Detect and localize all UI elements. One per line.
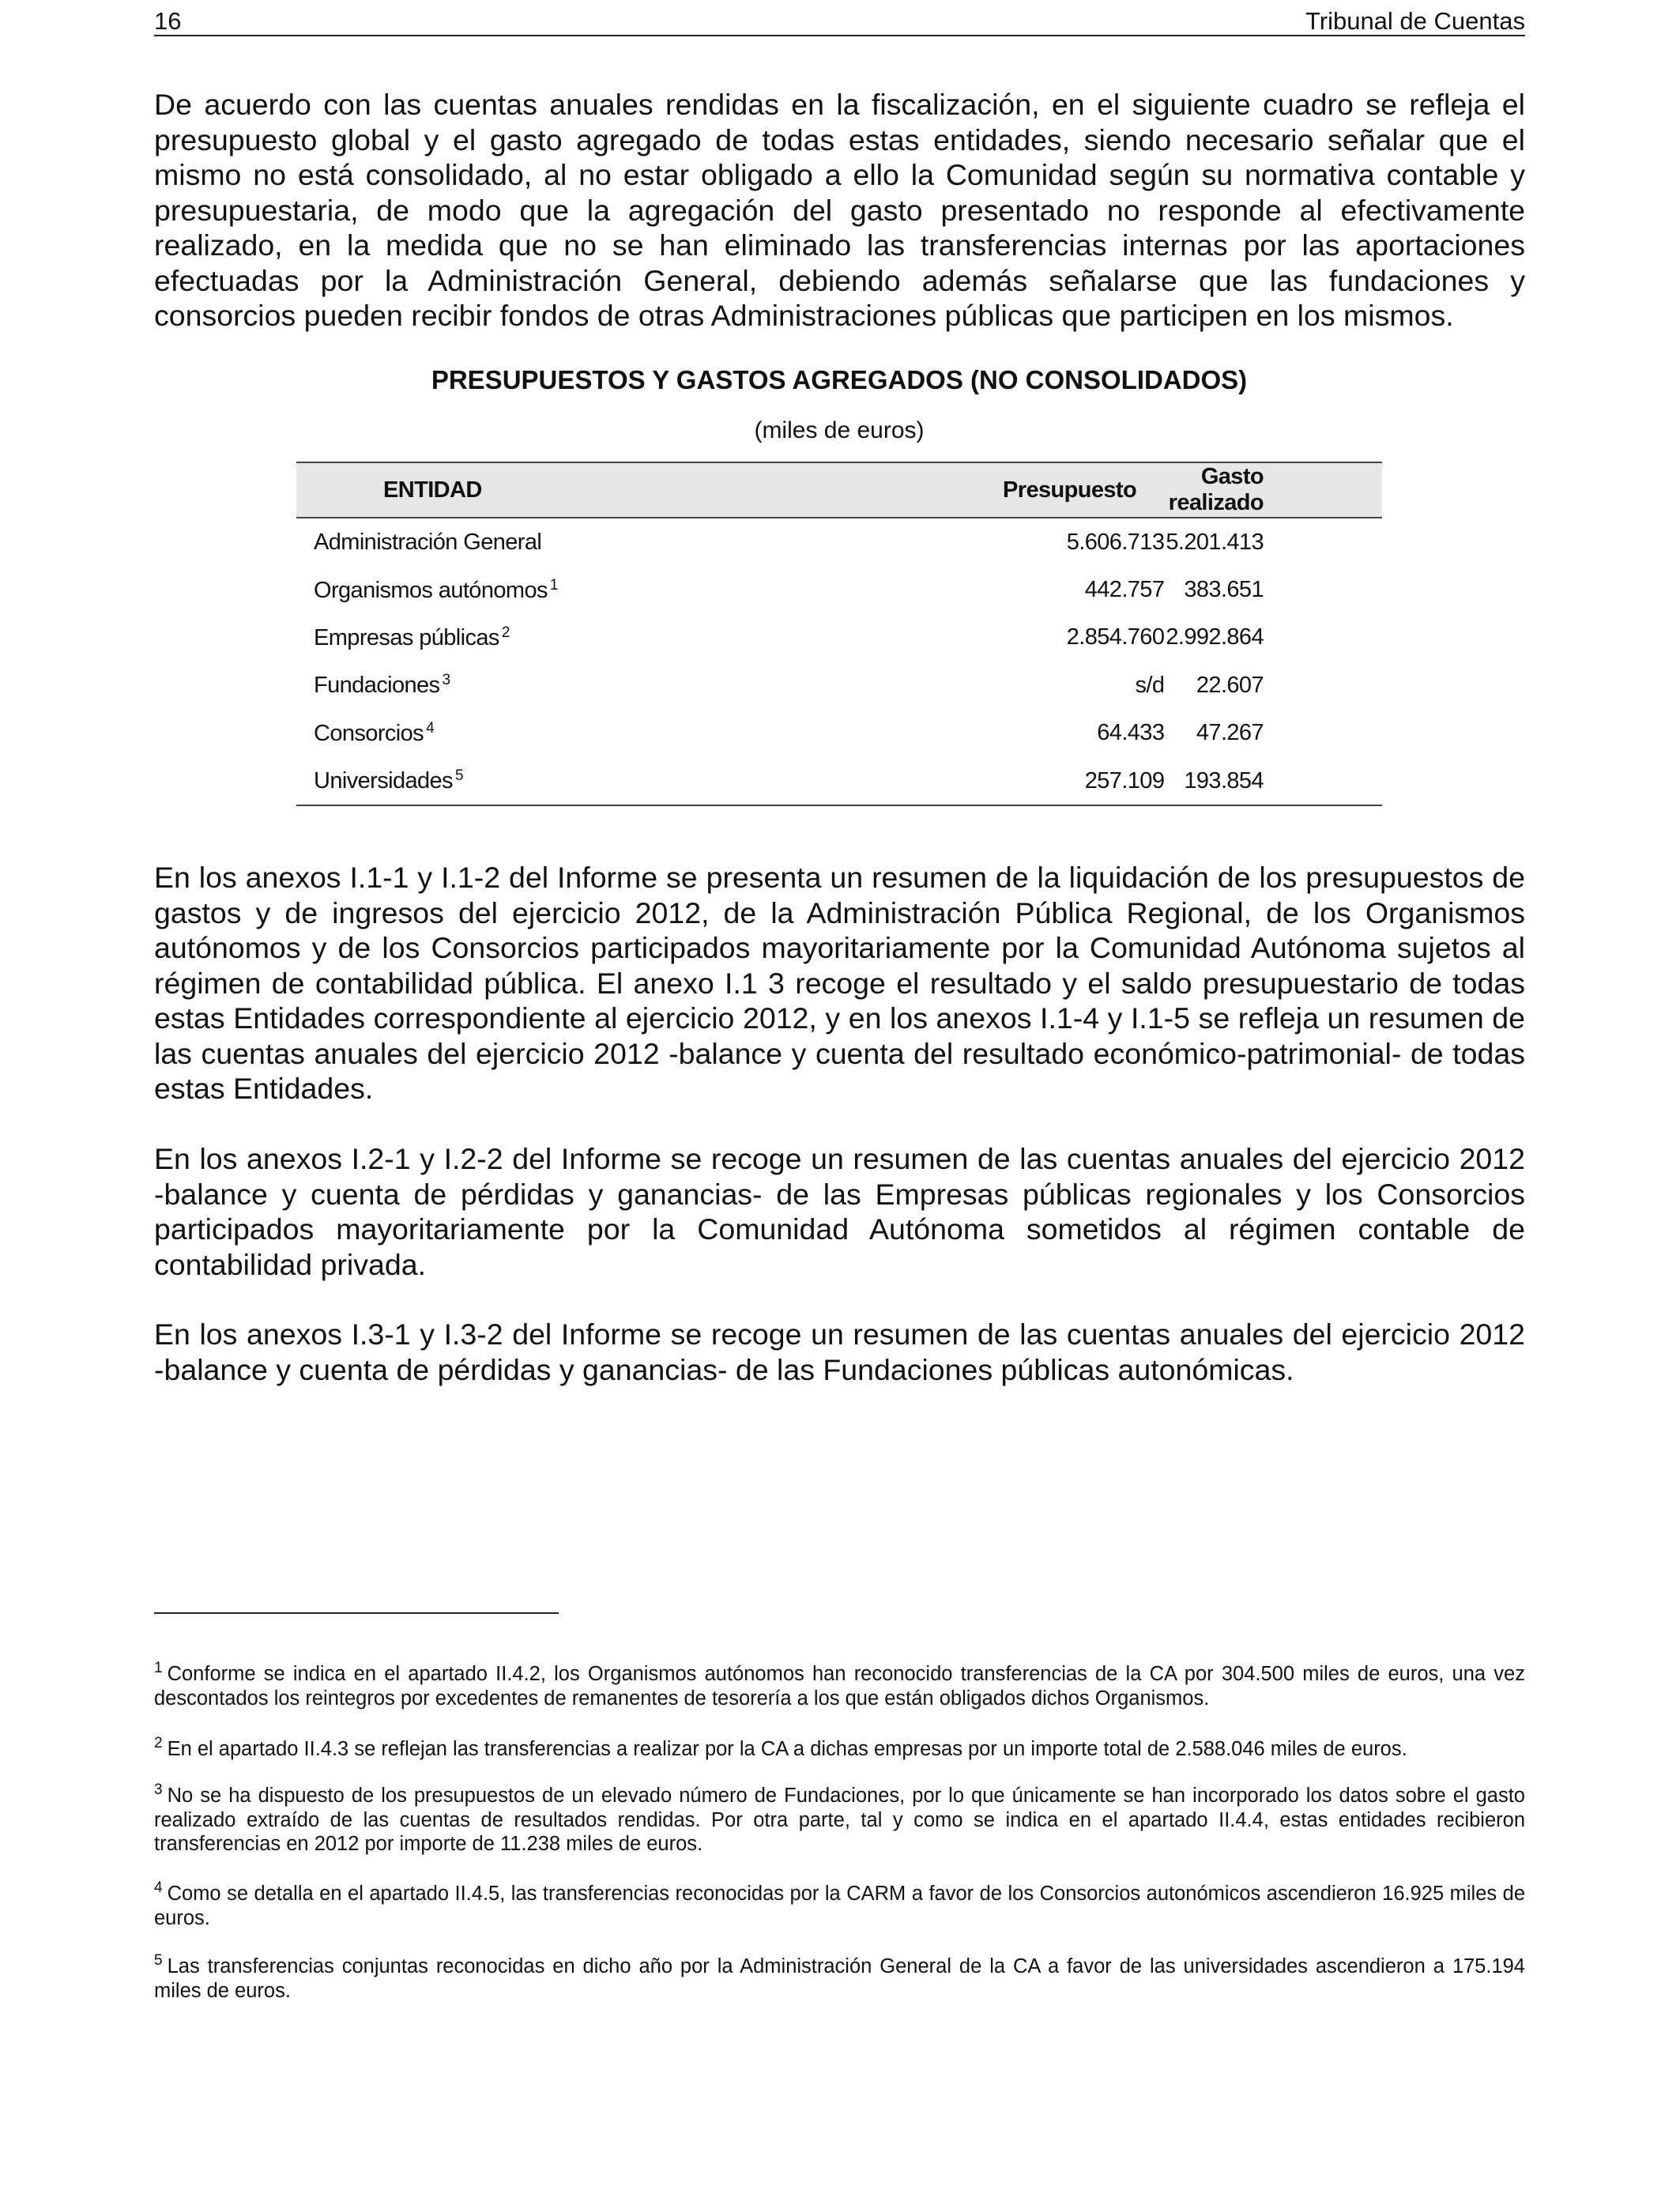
- footnote-text: No se ha dispuesto de los presupuestos de un elevado número de Fundaciones, por lo que únicamente se han incorporado los datos sobre el gasto realizado extraído de las cuentas de resultados rendidas. Por otra parte, tal y como se indica en el apartado II.4.4, estas entidades recibieron transferencias en 2012 por importe de 11.238 miles de euros.: [154, 1785, 1525, 1855]
- table-row: [296, 566, 1382, 613]
- footnote-number: 3: [154, 1781, 163, 1798]
- footnote-text: Conforme se indica en el apartado II.4.2, los Organismos autónomos han reconocido transferencias de la CA por 304.500 miles de euros, una vez descontados los reintegros por excedentes de remanentes de tesorería a los que están obligados dichos Organismos.: [154, 1663, 1525, 1710]
- footnote: [154, 1778, 1525, 1857]
- cell-entidad: Empresas públicas $^2$: [314, 624, 510, 650]
- footnote-number: 2: [154, 1735, 163, 1751]
- footnote-ref: 1: [549, 576, 558, 594]
- page-header: [154, 8, 1525, 36]
- table-header-row: [296, 463, 1382, 518]
- footnote-number: 1: [154, 1660, 163, 1676]
- cell-gasto: 193.854: [1184, 767, 1264, 794]
- table-body: [296, 518, 1382, 805]
- header-gasto: Gasto realizado: [1165, 463, 1382, 518]
- footnote: [154, 1949, 1525, 2003]
- footnote-ref: 2: [501, 624, 510, 641]
- footnote: [154, 1876, 1525, 1930]
- cell-presupuesto: 257.109: [1084, 767, 1165, 794]
- footnote-ref: 4: [426, 719, 435, 737]
- annex-paragraph-2: En los anexos I.2-1 y I.2-2 del Informe se recoge un resumen de las cuentas anuales del ejercicio 2012 -balance y cuenta de pérdidas y ganancias- de las Empresas públicas regionales y los Consorcios participados mayoritariamente por la Comunidad Autónoma sometidos al régimen contable de contabilidad privada.: [154, 1142, 1525, 1281]
- budget-table: [296, 462, 1382, 806]
- footnote-ref: 5: [454, 767, 463, 785]
- cell-entidad: Universidades $^5$: [314, 767, 463, 794]
- footnote-number: 5: [154, 1952, 163, 1969]
- footnote: [154, 1657, 1525, 1710]
- footnote-divider: [154, 1612, 559, 1614]
- annex-paragraph-1: En los anexos I.1-1 y I.1-2 del Informe se presenta un resumen de la liquidación de los presupuestos de gastos y de ingresos del ejercicio 2012, de la Administración Pública Regional, de los Organismos autónomos y de los Consorcios participados mayoritariamente por la Comunidad Autónoma sujetos al régimen de contabilidad pública. El anexo I.1 3 recoge el resultado y el saldo presupuestario de todas estas Entidades correspondiente al ejercicio 2012, y en los anexos I.1-4 y I.1-5 se refleja un resumen de las cuentas anuales del ejercicio 2012 -balance y cuenta del resultado económico-patrimonial- de todas estas Entidades.: [154, 861, 1525, 1105]
- cell-gasto: 47.267: [1196, 720, 1264, 746]
- cell-gasto: 5.201.413: [1166, 529, 1264, 555]
- cell-gasto: 22.607: [1196, 672, 1264, 698]
- footnote-text: Las transferencias conjuntas reconocidas en dicho año por la Administración General de la CA a favor de las universidades ascendieron a 175.194 miles de euros.: [154, 1955, 1525, 2002]
- cell-presupuesto: 2.854.760: [1066, 624, 1165, 650]
- footnote-text: Como se detalla en el apartado II.4.5, las transferencias reconocidas por la CARM a favor de los Consorcios autonómicos ascendieron 16.925 miles de euros.: [154, 1883, 1525, 1929]
- cell-entidad: Administración General: [314, 530, 542, 556]
- footnote: [154, 1732, 1525, 1762]
- table-unit: (miles de euros): [754, 417, 925, 443]
- table-row: [296, 757, 1382, 805]
- cell-entidad: Fundaciones $^3$: [314, 672, 450, 699]
- header-entidad: ENTIDAD: [296, 463, 778, 518]
- annex-paragraph-3: En los anexos I.3-1 y I.3-2 del Informe se recoge un resumen de las cuentas anuales del ejercicio 2012 -balance y cuenta de pérdidas y ganancias- de las Fundaciones públicas autonómicas.: [154, 1318, 1525, 1386]
- cell-gasto: 2.992.864: [1166, 624, 1264, 650]
- cell-presupuesto: s/d: [1135, 672, 1165, 698]
- table-title: PRESUPUESTOS Y GASTOS AGREGADOS (NO CONSOLIDADOS): [431, 365, 1248, 394]
- footnote-number: 4: [154, 1879, 163, 1896]
- header-presupuesto: Presupuesto: [778, 463, 1166, 518]
- intro-paragraph: De acuerdo con las cuentas anuales rendidas en la fiscalización, en el siguiente cuadro se refleja el presupuesto global y el gasto agregado de todas estas entidades, siendo necesario señalar que el mismo no está consolidado, al no estar obligado a ello la Comunidad según su normativa contable y presupuestaria, de modo que la agregación del gasto presentado no responde al efectivamente realizado, en la medida que no se han eliminado las transferencias internas por las aportaciones efectuadas por la Administración General, debiendo además señalarse que las fundaciones y consorcios pueden recibir fondos de otras Administraciones públicas que participen en los mismos.: [154, 88, 1525, 332]
- page-number: 16: [154, 7, 182, 35]
- publisher-name: Tribunal de Cuentas: [1305, 7, 1525, 35]
- table-row: [296, 614, 1382, 662]
- table-row: [296, 518, 1382, 566]
- table-row: [296, 710, 1382, 757]
- footnote-text: En el apartado II.4.3 se reflejan las transferencias a realizar por la CA a dichas empresas por un importe total de 2.588.046 miles de euros.: [167, 1738, 1407, 1760]
- cell-gasto: 383.651: [1184, 577, 1264, 603]
- cell-presupuesto: 5.606.713: [1066, 529, 1165, 555]
- cell-entidad: Organismos autónomos $^1$: [314, 576, 558, 603]
- footnote-ref: 3: [442, 672, 450, 689]
- cell-presupuesto: 442.757: [1084, 577, 1165, 603]
- table-row: [296, 662, 1382, 709]
- cell-entidad: Consorcios $^4$: [314, 719, 435, 746]
- cell-presupuesto: 64.433: [1097, 720, 1165, 746]
